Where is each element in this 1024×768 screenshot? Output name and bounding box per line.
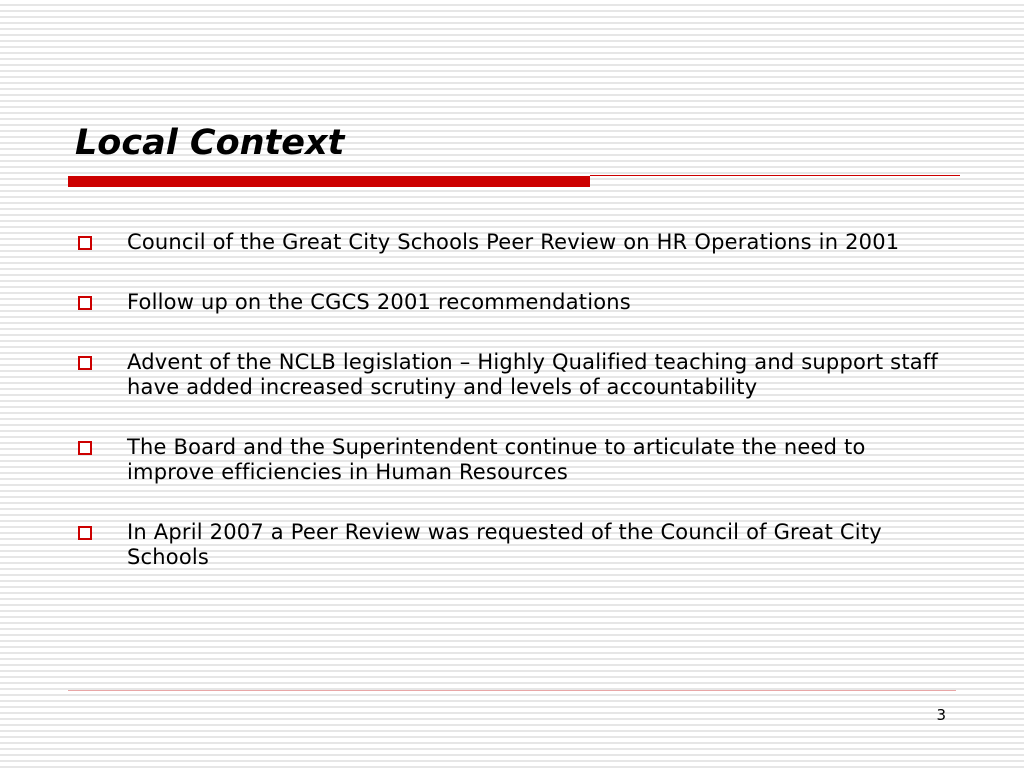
hollow-square-bullet-icon	[78, 526, 92, 540]
bullet-text: Follow up on the CGCS 2001 recommendations	[127, 290, 631, 314]
bullet-text: The Board and the Superintendent continue to articulate the need to improve efficiencies in Human Resources	[127, 435, 866, 484]
bullet-item	[75, 435, 955, 485]
footer-divider	[68, 690, 956, 691]
bullet-item	[75, 230, 955, 255]
bullet-item	[75, 290, 955, 315]
hollow-square-bullet-icon	[78, 356, 92, 370]
hollow-square-bullet-icon	[78, 441, 92, 455]
hollow-square-bullet-icon	[78, 296, 92, 310]
bullet-text: Advent of the NCLB legislation – Highly Qualified teaching and support staff have added increased scrutiny and levels of accountability	[127, 350, 939, 399]
title-underline-thick	[68, 176, 590, 187]
bullet-list	[75, 230, 955, 605]
slide-title: Local Context	[75, 123, 345, 163]
title-underline-thin	[590, 175, 960, 176]
bullet-text: Council of the Great City Schools Peer Review on HR Operations in 2001	[127, 230, 900, 254]
hollow-square-bullet-icon	[78, 236, 92, 250]
bullet-text: In April 2007 a Peer Review was requested of the Council of Great City Schools	[127, 520, 882, 569]
bullet-item	[75, 350, 955, 400]
page-number: 3	[936, 706, 946, 724]
bullet-item	[75, 520, 955, 570]
